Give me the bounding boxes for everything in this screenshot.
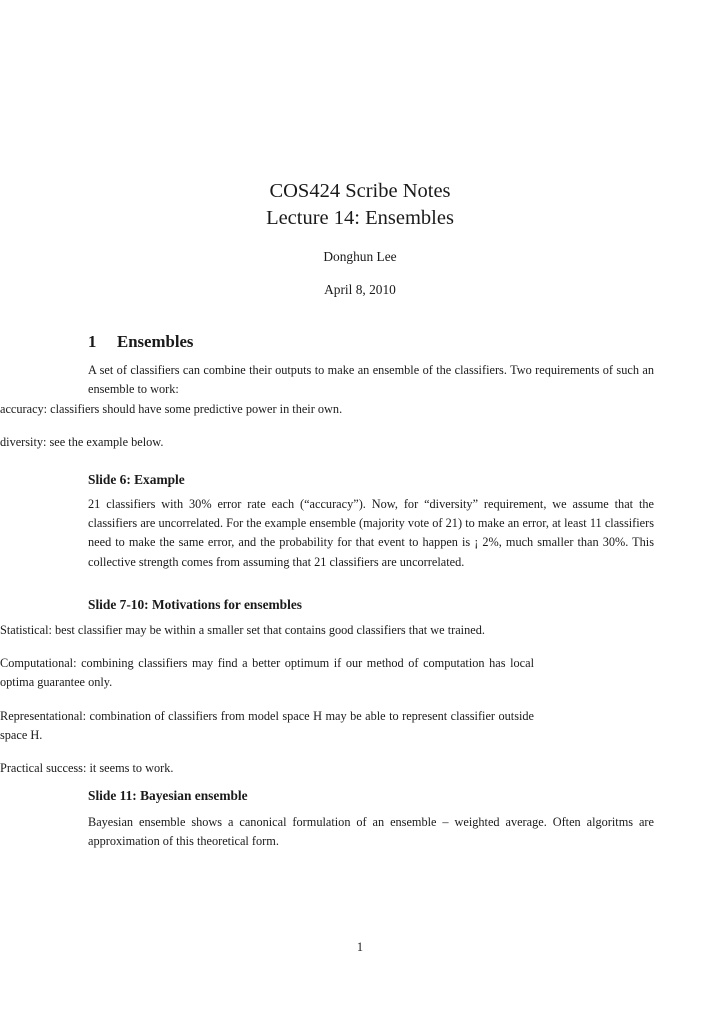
list-item: Statistical: best classifier may be within a smaller set that contains good classifiers that we trained. (0, 623, 485, 637)
slide11-paragraph: Bayesian ensemble shows a canonical formulation of an ensemble – weighted average. Often algoritms are approximation of this theoretical form. (88, 815, 654, 849)
motivations-list (0, 621, 534, 792)
subsection-heading-slide7-10: Slide 7-10: Motivations for ensembles (88, 597, 302, 612)
list-item: Practical success: it seems to work. (0, 761, 174, 776)
section-intro-paragraph: A set of classifiers can combine their outputs to make an ensemble of the classifiers. Two requirements of such an ensemble to work: (88, 363, 654, 397)
list-item: accuracy: classifiers should have some predictive power in their own. (0, 402, 343, 416)
section-title: Ensembles (117, 332, 194, 351)
author: Donghun Lee (323, 249, 397, 264)
list-item: diversity: see the example below. (0, 435, 164, 450)
title-line-1: COS424 Scribe Notes (269, 180, 451, 202)
subsection-heading-slide6: Slide 6: Example (88, 472, 185, 487)
document-title (0, 178, 720, 232)
list-item: Representational: combination of classifiers from model space H may be able to represent classifier outside space H. (0, 708, 534, 742)
date: April 8, 2010 (324, 282, 396, 297)
section-heading (88, 332, 193, 352)
title-line-2: Lecture 14: Ensembles (266, 207, 454, 229)
section-number: 1 (88, 332, 97, 351)
subsection-heading-slide11: Slide 11: Bayesian ensemble (88, 788, 248, 803)
slide6-paragraph: 21 classifiers with 30% error rate each (“accuracy”). Now, for “diversity” requirement, we assume that the classifiers are uncorrelated. For the example ensemble (majority vote of 21) to make an error, at least 11 classifiers need to make the same error, and the probability for that event to happen is ¡ 2%, much smaller than 30%. This collective strength comes from assuming that 21 classifiers are uncorrelated. (88, 497, 654, 569)
list-item: Computational: combining classifiers may find a better optimum if our method of computation has local optima guarantee only. (0, 656, 534, 690)
requirements-list (0, 400, 534, 466)
page-number: 1 (356, 940, 364, 954)
